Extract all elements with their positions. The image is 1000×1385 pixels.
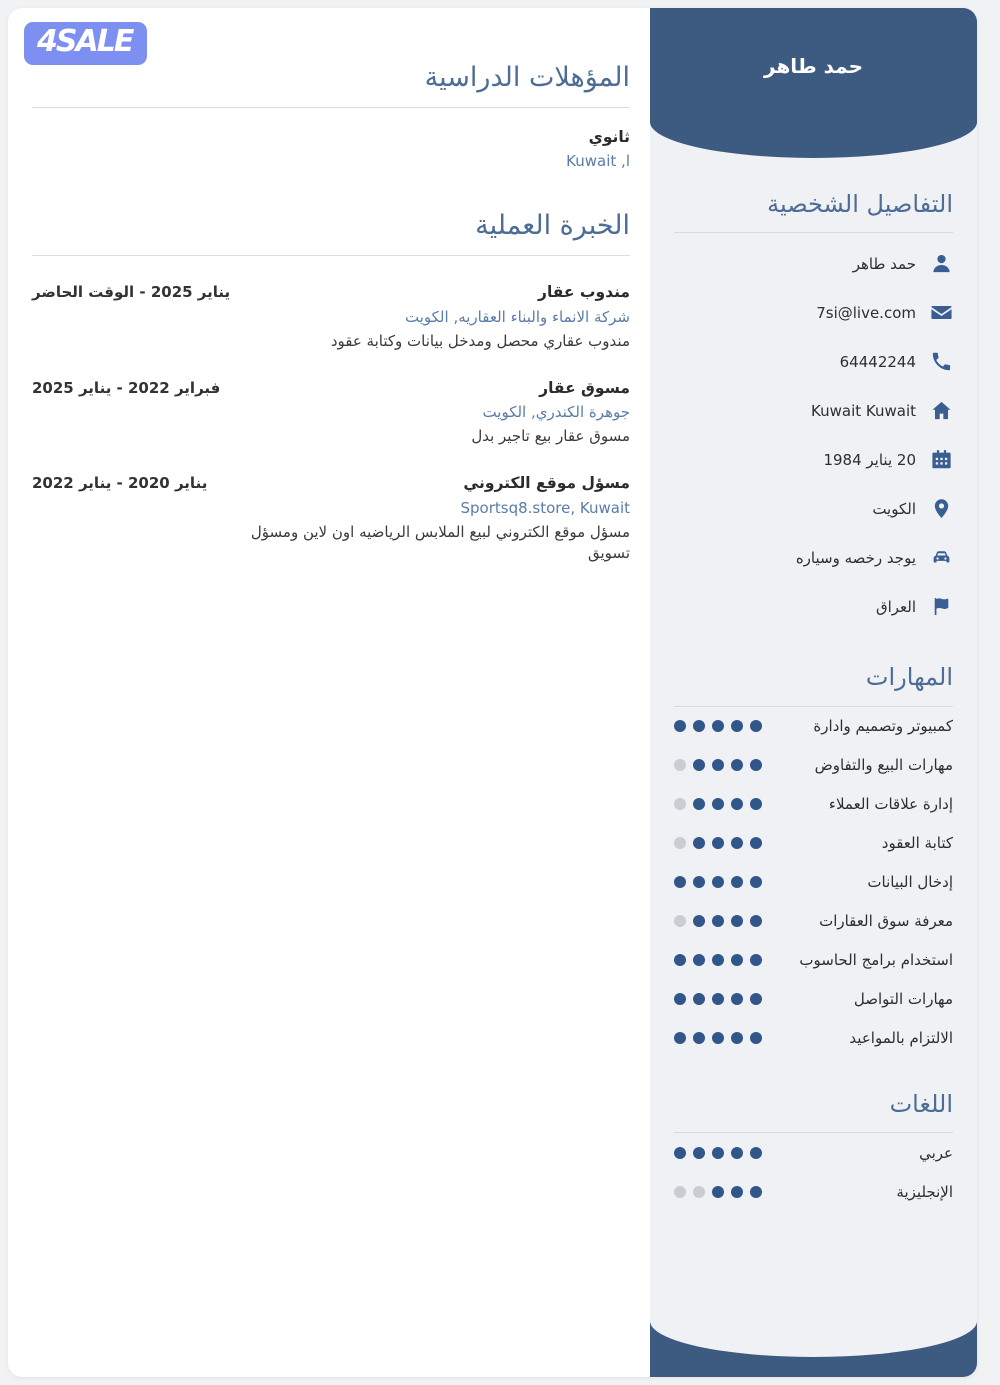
detail-row [674, 288, 953, 337]
rating-dot [750, 798, 762, 810]
language-row [674, 1133, 953, 1172]
rating-dot [693, 876, 705, 888]
job-details [331, 281, 630, 351]
skill-rating [674, 954, 762, 966]
rating-dot [750, 720, 762, 732]
skills-list [674, 707, 953, 1058]
rating-dot [712, 1032, 724, 1044]
rating-dot [712, 1147, 724, 1159]
rating-dot [674, 1186, 686, 1198]
detail-row [674, 337, 953, 386]
rating-dot [674, 1032, 686, 1044]
education-degree: ثانوي [588, 128, 630, 147]
detail-value: 20 يناير 1984 [823, 450, 916, 469]
4sale-logo: 4SALE [24, 22, 147, 65]
skill-label: مهارات التواصل [853, 990, 953, 1009]
user-icon [930, 252, 953, 275]
detail-value: العراق [875, 597, 916, 616]
rating-dot [712, 837, 724, 849]
detail-value: الكويت [872, 499, 916, 518]
education-school: ا, Kuwait [566, 151, 630, 170]
skill-label: مهارات البيع والتفاوض [814, 756, 953, 775]
skill-row [674, 707, 953, 746]
rating-dot [712, 993, 724, 1005]
envelope-icon [930, 301, 953, 324]
detail-row [674, 484, 953, 533]
job-description: مندوب عقاري محصل ومدخل بيانات وكتابة عقود [330, 331, 630, 350]
rating-dot [750, 1186, 762, 1198]
sidebar-header-curve [650, 8, 977, 158]
language-row [674, 1172, 953, 1211]
rating-dot [674, 798, 686, 810]
rating-dot [731, 1186, 743, 1198]
section-title-personal-details: التفاصيل الشخصية [767, 190, 953, 218]
skill-label: إدخال البيانات [867, 873, 953, 892]
rating-dot [731, 1147, 743, 1159]
sidebar-footer-curve [650, 1321, 977, 1377]
detail-row [674, 386, 953, 435]
skill-row [674, 746, 953, 785]
rating-dot [693, 915, 705, 927]
detail-value: 64442244 [839, 352, 916, 371]
rating-dot [731, 720, 743, 732]
cv-main-column [8, 8, 650, 1377]
rating-dot [674, 954, 686, 966]
divider [674, 232, 953, 233]
rating-dot [693, 798, 705, 810]
rating-dot [750, 1032, 762, 1044]
rating-dot [674, 1147, 686, 1159]
rating-dot [731, 1032, 743, 1044]
skill-rating [674, 915, 762, 927]
rating-dot [674, 837, 686, 849]
rating-dot [674, 915, 686, 927]
rating-dot [712, 1186, 724, 1198]
skill-rating [674, 759, 762, 771]
job-dates: فبراير 2022 - يناير 2025 [32, 378, 221, 397]
job-company: شركة الانماء والبناء العقاريه, الكويت [405, 307, 630, 326]
detail-value: حمد طاهر [852, 254, 916, 273]
rating-dot [712, 876, 724, 888]
skill-rating [674, 993, 762, 1005]
skill-label: كمبيوتر وتصميم وادارة [813, 717, 953, 736]
skill-row [674, 941, 953, 980]
skill-row [674, 863, 953, 902]
job-title: مسوق عقار [539, 378, 630, 397]
language-label: الإنجليزية [896, 1182, 953, 1201]
rating-dot [750, 954, 762, 966]
skill-rating [674, 837, 762, 849]
detail-row [674, 239, 953, 288]
skill-row [674, 824, 953, 863]
calendar-icon [930, 448, 953, 471]
rating-dot [731, 915, 743, 927]
languages-list [674, 1133, 953, 1211]
language-label: عربي [919, 1143, 953, 1162]
language-rating [674, 1186, 762, 1198]
rating-dot [731, 837, 743, 849]
rating-dot [674, 720, 686, 732]
flag-icon [930, 595, 953, 618]
rating-dot [693, 993, 705, 1005]
phone-icon [930, 350, 953, 373]
divider [32, 107, 630, 108]
rating-dot [731, 876, 743, 888]
rating-dot [731, 993, 743, 1005]
divider [32, 255, 630, 256]
rating-dot [693, 720, 705, 732]
rating-dot [750, 993, 762, 1005]
cv-document [8, 8, 977, 1377]
job-entry [32, 377, 630, 447]
skill-label: كتابة العقود [881, 834, 953, 853]
skill-row [674, 902, 953, 941]
rating-dot [674, 876, 686, 888]
cv-sidebar [650, 8, 977, 1377]
job-details [232, 472, 630, 563]
job-description: مسوق عقار بيع تاجير بدل [471, 427, 630, 446]
car-icon [930, 546, 953, 569]
skill-label: معرفة سوق العقارات [819, 912, 953, 931]
detail-value: يوجد رخصه وسياره [795, 548, 916, 567]
job-company: Sportsq8.store, Kuwait [460, 498, 630, 517]
section-title-languages: اللغات [889, 1089, 953, 1118]
rating-dot [712, 915, 724, 927]
detail-row [674, 533, 953, 582]
skill-rating [674, 876, 762, 888]
job-title: مندوب عقار [538, 283, 630, 302]
detail-row [674, 435, 953, 484]
job-company: جوهرة الكندري, الكويت [482, 403, 630, 422]
rating-dot [693, 954, 705, 966]
skill-rating [674, 1032, 762, 1044]
rating-dot [712, 798, 724, 810]
skill-row [674, 1019, 953, 1058]
rating-dot [693, 759, 705, 771]
home-icon [930, 399, 953, 422]
person-name: حمد طاهر [764, 54, 863, 78]
rating-dot [693, 1147, 705, 1159]
map-pin-icon [930, 497, 953, 520]
skill-row [674, 785, 953, 824]
skill-label: الالتزام بالمواعيد [849, 1029, 953, 1048]
rating-dot [731, 759, 743, 771]
detail-row [674, 582, 953, 631]
rating-dot [693, 1032, 705, 1044]
job-dates: يناير 2025 - الوقت الحاضر [32, 283, 231, 302]
education-entry [32, 126, 630, 172]
rating-dot [731, 954, 743, 966]
rating-dot [712, 720, 724, 732]
skill-label: استخدام برامج الحاسوب [799, 951, 953, 970]
rating-dot [750, 915, 762, 927]
rating-dot [693, 1186, 705, 1198]
rating-dot [693, 837, 705, 849]
section-title-education: المؤهلات الدراسية [424, 62, 630, 93]
skill-row [674, 980, 953, 1019]
personal-details-list [674, 239, 953, 631]
sidebar-body [650, 158, 977, 1211]
language-rating [674, 1147, 762, 1159]
rating-dot [750, 837, 762, 849]
rating-dot [674, 759, 686, 771]
detail-value: Kuwait Kuwait [811, 401, 916, 420]
job-entry [32, 472, 630, 563]
section-title-experience: الخبرة العملية [475, 210, 630, 242]
skill-rating [674, 720, 762, 732]
rating-dot [712, 954, 724, 966]
rating-dot [750, 876, 762, 888]
job-dates: يناير 2020 - يناير 2022 [32, 474, 208, 493]
rating-dot [731, 798, 743, 810]
job-title: مسؤل موقع الكتروني [463, 474, 630, 493]
skill-rating [674, 798, 762, 810]
rating-dot [712, 759, 724, 771]
rating-dot [674, 993, 686, 1005]
skill-label: إدارة علاقات العملاء [828, 795, 953, 814]
section-title-skills: المهارات [865, 663, 953, 692]
job-entry [32, 281, 630, 351]
detail-value: 7si@live.com [816, 303, 916, 322]
job-description: مسؤل موقع الكتروني لبيع الملابس الرياضيه اون لاين ومسؤل تسويق [250, 522, 630, 562]
rating-dot [750, 759, 762, 771]
job-details [471, 377, 630, 447]
rating-dot [750, 1147, 762, 1159]
